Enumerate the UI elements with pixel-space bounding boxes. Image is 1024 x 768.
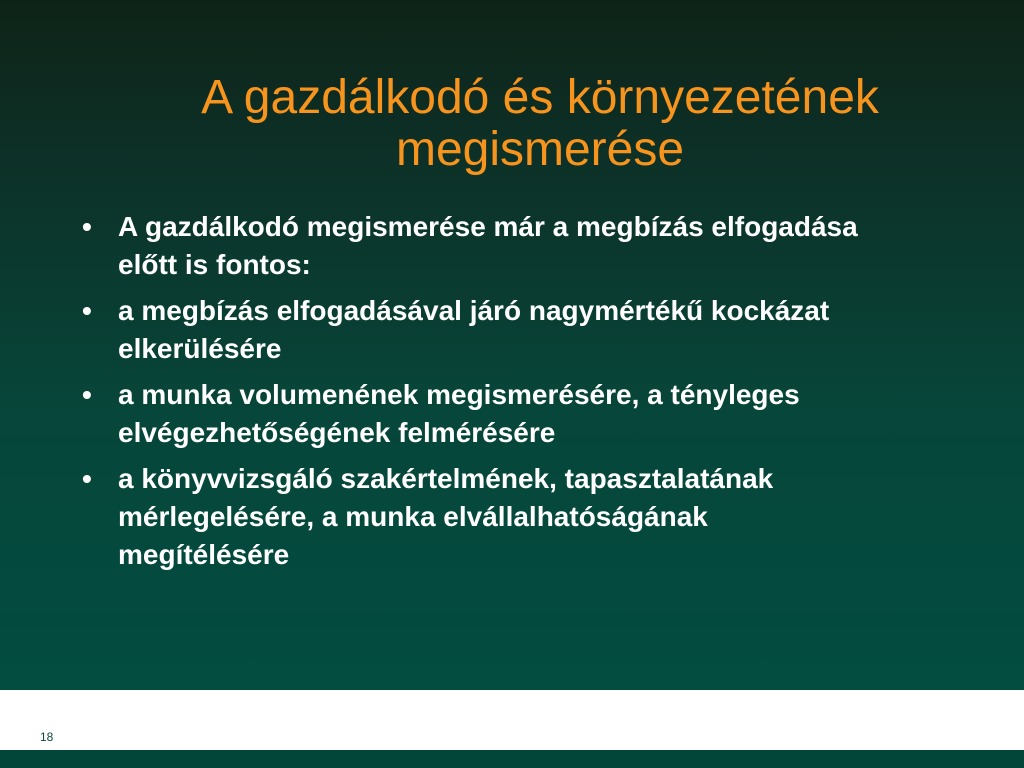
bullet-item [78, 292, 878, 368]
bullet-item [78, 460, 878, 574]
bullet-marker: • [82, 379, 92, 410]
page-number: 18 [40, 730, 54, 744]
bullet-marker: • [82, 295, 92, 326]
bullet-text: A gazdálkodó megismerése már a megbízás elfogadása előtt is fontos: [118, 211, 858, 280]
bullet-list [78, 208, 878, 582]
bullet-item [78, 208, 878, 284]
bottom-strip [0, 750, 1024, 768]
slide-title: A gazdálkodó és környezetének megismerése [201, 71, 879, 176]
bullet-text: a megbízás elfogadásával járó nagymértékű kockázat elkerülésére [118, 295, 830, 364]
bullet-marker: • [82, 463, 92, 494]
bullet-text: a munka volumenének megismerésére, a tényleges elvégezhetőségének felmérésére [118, 379, 800, 448]
bullet-item [78, 376, 878, 452]
footer-bar [0, 690, 1024, 750]
bullet-marker: • [82, 211, 92, 242]
bullet-text: a könyvvizsgáló szakértelmének, tapasztalatának mérlegelésére, a munka elvállalhatóságának megítélésére [118, 463, 774, 570]
